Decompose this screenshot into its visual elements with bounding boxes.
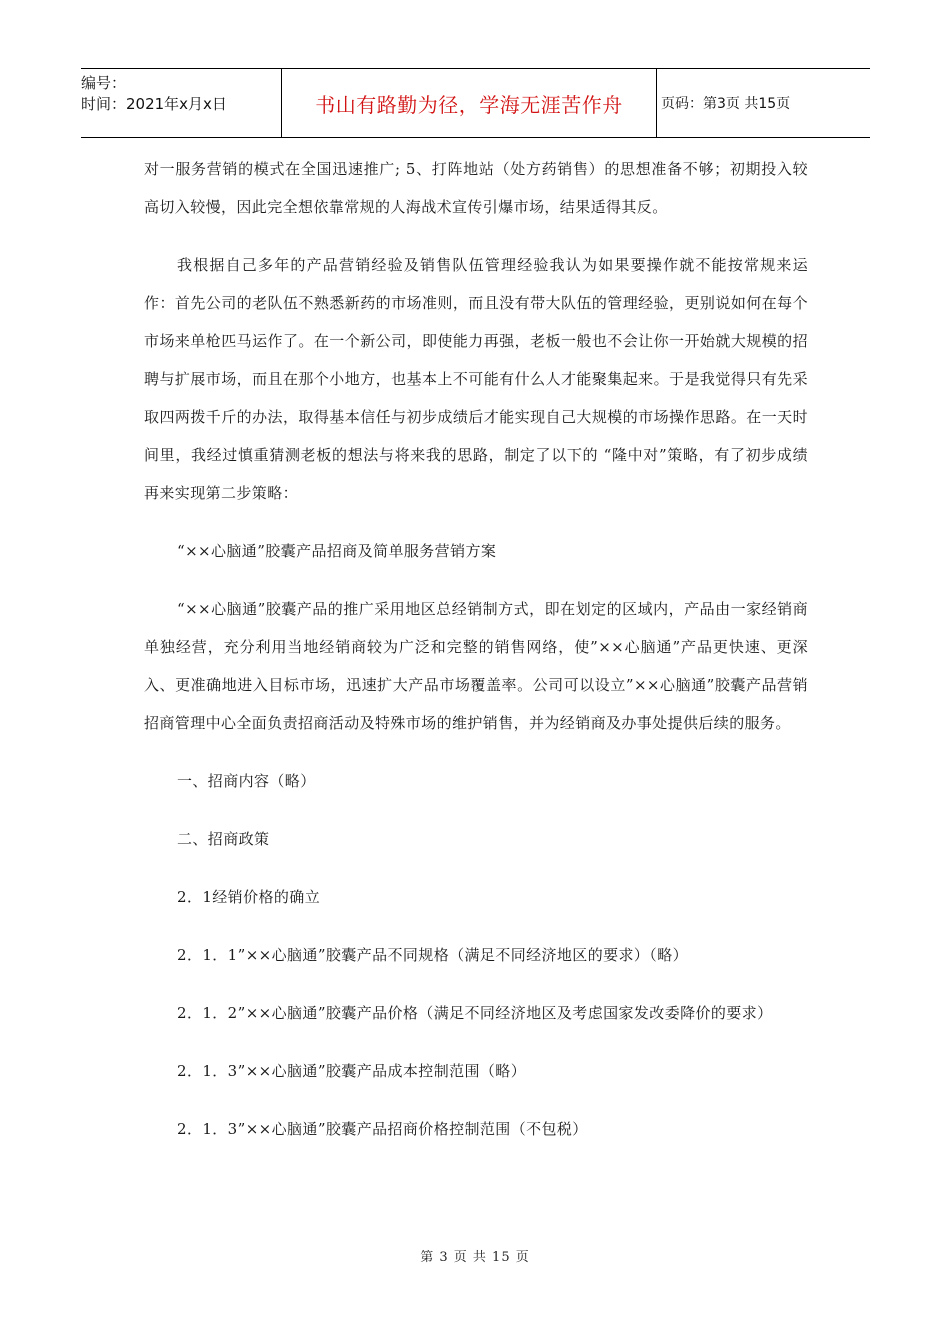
paragraph-3: “××心脑通”胶囊产品的推广采用地区总经销制方式，即在划定的区域内，产品由一家经销商单独经营，充分利用当地经销商较为广泛和完整的销售网络，使”××心脑通”产品更快速、更深入、更准确地进入目标市场，迅速扩大产品市场覆盖率。公司可以设立”××心脑通”胶囊产品营销招商管理中心全面负责招商活动及特殊市场的维护销售，并为经销商及办事处提供后续的服务。 [144, 600, 808, 732]
doc-number-label: 编号： [81, 74, 127, 92]
heading-merchant-policy: 二、招商政策 [177, 830, 270, 848]
paragraph-2: 我根据自己多年的产品营销经验及销售队伍管理经验我认为如果要操作就不能按常规来运作：首先公司的老队伍不熟悉新药的市场准则，而且没有带大队伍的管理经验，更别说如何在每个市场来单枪匹马运作了。在一个新公司，即使能力再强，老板一般也不会让你一开始就大规模的招聘与扩展市场，而且在那个小地方，也基本上不可能有什么人才能聚集起来。于是我觉得只有先采取四两拨千斤的办法，取得基本信任与初步成绩后才能实现自己大规模的市场操作思路。在一天时间里，我经过慎重猜测老板的想法与将来我的思路，制定了以下的 “隆中对”策略，有了初步成绩再来实现第二步策略： [144, 256, 808, 502]
heading-price-setting: 2．1经销价格的确立 [177, 888, 321, 906]
page-header [81, 68, 870, 138]
doc-time-label: 时间：2021年x月x日 [81, 95, 227, 113]
header-meta [81, 69, 282, 137]
paragraph-1: 对一服务营销的模式在全国迅速推广; 5、打阵地站（处方药销售）的思想准备不够；初期投入较高切入较慢，因此完全想依靠常规的人海战术宣传引爆市场，结果适得其反。 [144, 160, 808, 216]
document-body [144, 150, 808, 1168]
header-page-info: 页码：第3页 共15页 [661, 96, 791, 112]
item-2-1-3-cost: 2．1．3”××心脑通”胶囊产品成本控制范围（略） [177, 1062, 527, 1080]
item-2-1-3-price: 2．1．3”××心脑通”胶囊产品招商价格控制范围（不包税） [177, 1120, 588, 1138]
item-2-1-1: 2．1．1”××心脑通”胶囊产品不同规格（满足不同经济地区的要求）（略） [177, 946, 689, 964]
page-footer: 第 3 页 共 15 页 [420, 1250, 530, 1265]
item-2-1-2: 2．1．2”××心脑通”胶囊产品价格（满足不同经济地区及考虑国家发改委降价的要求） [177, 1004, 773, 1022]
section-title: “××心脑通”胶囊产品招商及简单服务营销方案 [177, 542, 497, 560]
heading-merchant-content: 一、招商内容（略） [177, 772, 316, 790]
header-motto: 书山有路勤为径，学海无涯苦作舟 [282, 69, 657, 137]
